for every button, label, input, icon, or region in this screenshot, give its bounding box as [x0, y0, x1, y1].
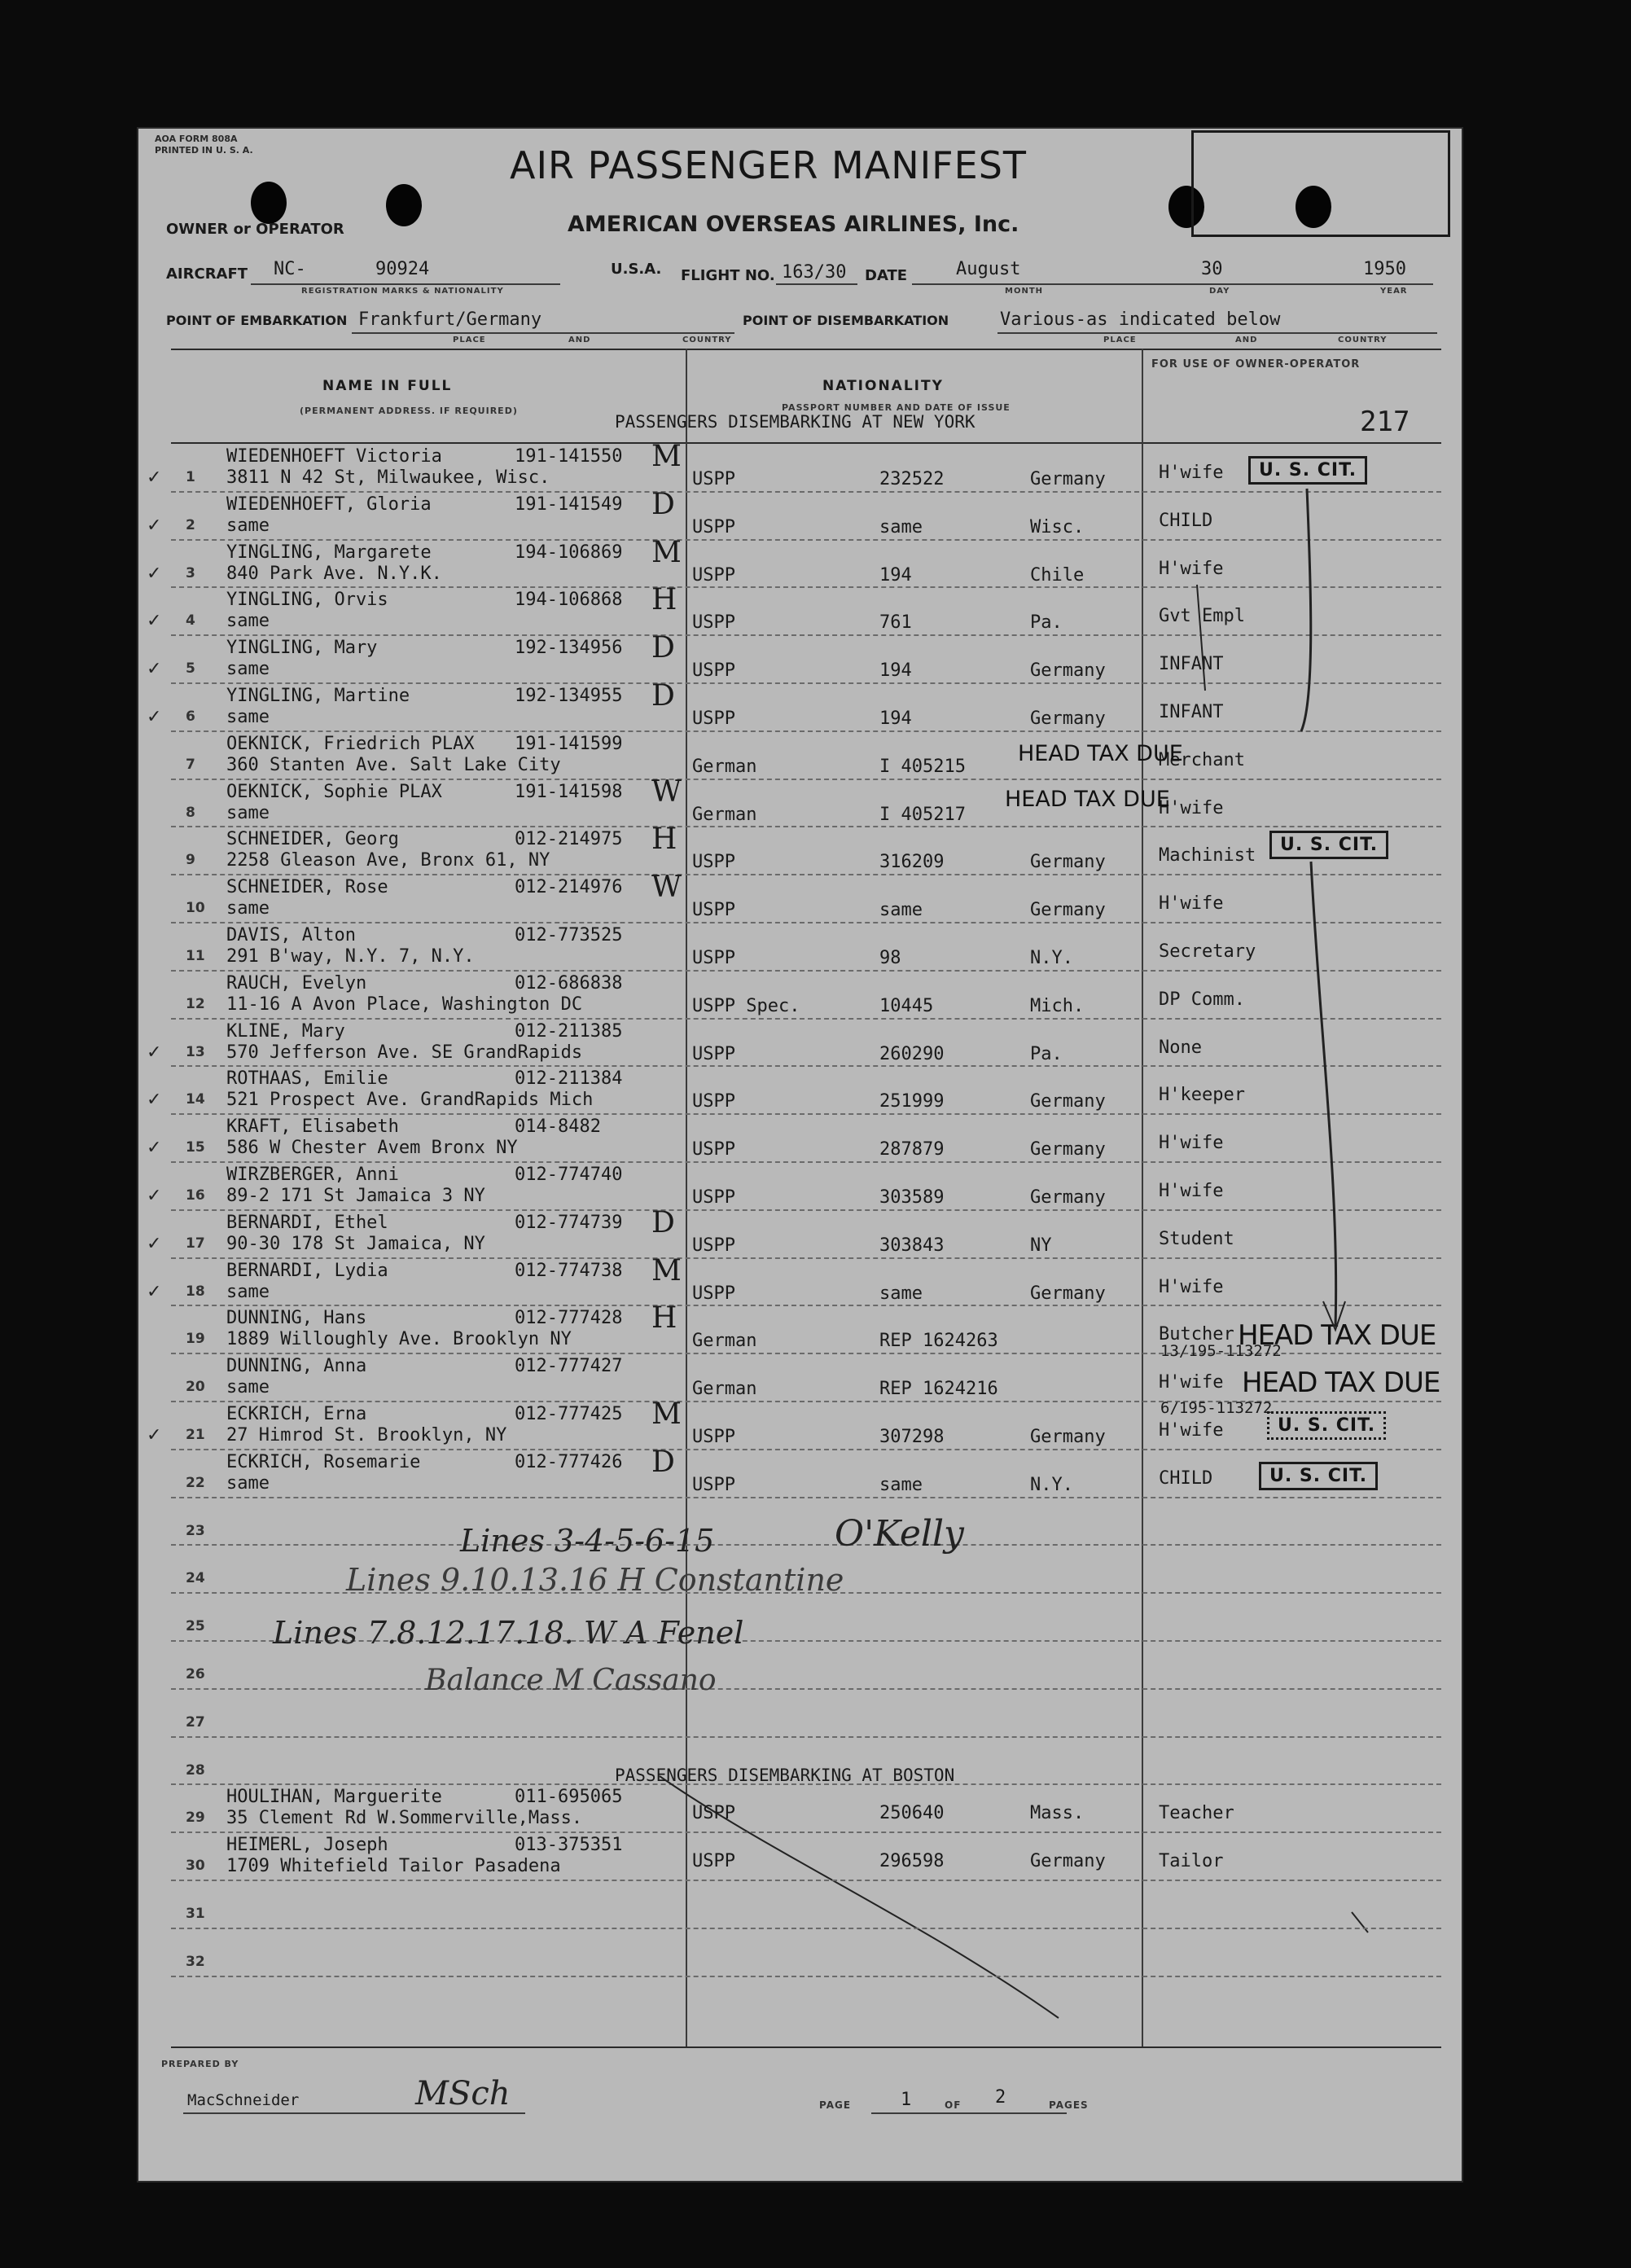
passport-number: same — [879, 1283, 923, 1304]
passenger-id: 194-106869 — [515, 542, 623, 563]
passenger-address: same — [226, 898, 270, 919]
passenger-address: 840 Park Ave. N.Y.K. — [226, 563, 442, 584]
row-number: 14 — [186, 1091, 205, 1108]
passenger-id: 012-774739 — [515, 1212, 623, 1233]
issue-place: Germany — [1030, 852, 1106, 873]
passenger-name: KRAFT, Elisabeth — [226, 1116, 399, 1138]
prepared-value: MacSchneider — [187, 2091, 300, 2109]
row-number: 5 — [186, 660, 195, 678]
occupation: Teacher — [1159, 1803, 1234, 1824]
row-number: 20 — [186, 1379, 205, 1396]
document-type: USPP — [692, 564, 735, 586]
passenger-id: 012-777426 — [515, 1451, 623, 1472]
handwritten-initial: M — [651, 1253, 682, 1288]
passenger-address: same — [226, 707, 270, 727]
disembark-label: POINT OF DISEMBARKATION — [743, 313, 949, 328]
passenger-address: same — [226, 802, 270, 823]
passenger-name: WIEDENHOEFT Victoria — [226, 446, 442, 467]
passenger-id: 192-134956 — [515, 638, 623, 659]
occupation: H'wife — [1159, 1133, 1224, 1154]
page-label: PAGE — [819, 2099, 852, 2111]
issue-place: Chile — [1030, 564, 1085, 586]
and-caption-2: AND — [1235, 336, 1258, 344]
passenger-id: 012-773525 — [515, 925, 623, 945]
passenger-name: DUNNING, Hans — [226, 1308, 367, 1329]
embark-label: POINT OF EMBARKATION — [166, 313, 348, 328]
handwritten-initial: D — [651, 487, 675, 521]
handwritten-signature: O'Kelly — [835, 1513, 964, 1555]
document-type: USPP — [692, 1235, 735, 1256]
pages-label: PAGES — [1049, 2099, 1089, 2111]
passenger-id: 192-134955 — [515, 686, 623, 706]
row-number: 7 — [186, 756, 195, 773]
row-number: 31 — [186, 1906, 205, 1922]
passport-number: 250640 — [879, 1803, 945, 1824]
handwritten-initial: D — [651, 1445, 675, 1479]
passenger-address: 3811 N 42 St, Milwaukee, Wisc. — [226, 467, 550, 488]
issue-place: Germany — [1030, 1187, 1106, 1208]
page-number: 1 — [901, 2090, 912, 2110]
row-number: 24 — [186, 1570, 205, 1587]
check-mark: ✓ — [147, 515, 162, 536]
handwritten-note: Lines 9.10.13.16 H Constantine — [346, 1562, 844, 1598]
check-mark: ✓ — [147, 1233, 162, 1254]
passenger-id: 191-141599 — [515, 733, 623, 754]
check-mark: ✓ — [147, 467, 162, 488]
row-number: 10 — [186, 900, 205, 917]
row-number: 32 — [186, 1953, 205, 1970]
side-note: 6/195-113272 — [1160, 1399, 1273, 1417]
occupation: Student — [1159, 1228, 1234, 1249]
passenger-address: same — [226, 515, 270, 536]
row-number: 9 — [186, 852, 195, 869]
document-type: USPP — [692, 1427, 735, 1447]
check-mark: ✓ — [147, 611, 162, 632]
row-number: 11 — [186, 948, 205, 964]
flight-value: 163/30 — [782, 262, 847, 283]
passport-number: 98 — [879, 948, 901, 968]
passenger-id: 194-106868 — [515, 590, 623, 611]
row-number: 19 — [186, 1331, 205, 1348]
document-type: German — [692, 804, 757, 825]
passenger-address: 27 Himrod St. Brooklyn, NY — [226, 1425, 507, 1445]
check-mark: ✓ — [147, 1138, 162, 1159]
manifest-page — [138, 129, 1462, 2181]
row-number: 2 — [186, 516, 195, 533]
document-type: USPP — [692, 1283, 735, 1304]
passenger-address: same — [226, 611, 270, 632]
passenger-id: 011-695065 — [515, 1787, 623, 1808]
embark-value: Frankfurt/Germany — [358, 309, 542, 330]
row-number: 17 — [186, 1235, 205, 1252]
issue-place: Germany — [1030, 900, 1106, 921]
passenger-name: YINGLING, Margarete — [226, 542, 432, 563]
document-type: USPP — [692, 612, 735, 634]
passenger-name: SCHNEIDER, Rose — [226, 877, 388, 898]
passenger-name: ROTHAAS, Emilie — [226, 1068, 388, 1090]
passenger-address: same — [226, 1281, 270, 1302]
owner-label: OWNER or OPERATOR — [166, 221, 344, 238]
head-tax-stamp: HEAD TAX DUE — [1238, 1319, 1436, 1352]
passport-number: 316209 — [879, 852, 945, 873]
owner-value: AMERICAN OVERSEAS AIRLINES, Inc. — [568, 212, 1019, 237]
row-number: 21 — [186, 1427, 205, 1443]
passenger-id: 012-777427 — [515, 1356, 623, 1377]
document-type: German — [692, 1331, 757, 1352]
row-number: 13 — [186, 1043, 205, 1060]
passenger-id: 012-774740 — [515, 1165, 623, 1185]
passport-number: 194 — [879, 708, 912, 729]
occupation: INFANT — [1159, 702, 1224, 722]
document-type: USPP — [692, 1139, 735, 1160]
passenger-id: 014-8482 — [515, 1116, 601, 1138]
passport-number: 296598 — [879, 1851, 945, 1872]
passenger-id: 191-141549 — [515, 494, 623, 515]
check-mark: ✓ — [147, 1281, 162, 1302]
occupation: H'wife — [1159, 463, 1224, 483]
row-number: 27 — [186, 1713, 205, 1731]
check-mark: ✓ — [147, 659, 162, 680]
passenger-address: 586 W Chester Avem Bronx NY — [226, 1138, 518, 1159]
reg-caption: REGISTRATION MARKS & NATIONALITY — [301, 287, 504, 296]
month-caption: MONTH — [1005, 287, 1044, 296]
document-type: USPP — [692, 1043, 735, 1064]
check-mark: ✓ — [147, 1425, 162, 1445]
aircraft-value: 90924 — [375, 259, 430, 279]
passport-number: 194 — [879, 564, 912, 586]
issue-place: Wisc. — [1030, 516, 1085, 537]
issue-place: NY — [1030, 1235, 1052, 1256]
passenger-address: 35 Clement Rd W.Sommerville,Mass. — [226, 1808, 583, 1829]
country-caption: COUNTRY — [682, 336, 732, 344]
occupation: H'wife — [1159, 558, 1224, 579]
passport-number: 10445 — [879, 995, 934, 1016]
issue-place: Mass. — [1030, 1803, 1085, 1824]
section-new-york: PASSENGERS DISEMBARKING AT NEW YORK — [615, 412, 976, 432]
occupation: Butcher — [1159, 1324, 1234, 1345]
occupation: CHILD — [1159, 510, 1213, 531]
us-citizen-stamp: U. S. CIT. — [1267, 1411, 1386, 1440]
printed-in: PRINTED IN U. S. A. — [155, 145, 253, 156]
passenger-id: 012-777425 — [515, 1404, 623, 1424]
passenger-address: 2258 Gleason Ave, Bronx 61, NY — [226, 850, 550, 871]
document-type: USPP Spec. — [692, 995, 800, 1016]
document-type: German — [692, 1379, 757, 1400]
document-type: USPP — [692, 1474, 735, 1495]
passenger-address: 89-2 171 St Jamaica 3 NY — [226, 1186, 485, 1206]
year-caption: YEAR — [1380, 287, 1408, 296]
row-number: 16 — [186, 1187, 205, 1204]
passenger-address: 570 Jefferson Ave. SE GrandRapids — [226, 1042, 583, 1063]
handwritten-initial: D — [651, 679, 675, 713]
document-type: German — [692, 756, 757, 777]
issue-place: Germany — [1030, 660, 1106, 682]
row-number: 6 — [186, 708, 195, 725]
passenger-address: 1889 Willoughly Ave. Brooklyn NY — [226, 1329, 572, 1350]
document-type: USPP — [692, 1091, 735, 1112]
document-type: USPP — [692, 469, 735, 489]
passport-number: REP 1624216 — [879, 1379, 998, 1400]
passport-number: I 405217 — [879, 804, 966, 825]
passport-number: REP 1624263 — [879, 1331, 998, 1352]
document-type: USPP — [692, 1851, 735, 1872]
passenger-address: 90-30 178 St Jamaica, NY — [226, 1233, 485, 1254]
issue-place: Pa. — [1030, 1043, 1063, 1064]
document-type: USPP — [692, 948, 735, 968]
handwritten-initial: M — [651, 440, 682, 473]
date-day: 30 — [1201, 259, 1223, 279]
date-label: DATE — [865, 267, 908, 284]
passenger-name: OEKNICK, Friedrich PLAX — [226, 733, 475, 754]
document-type: USPP — [692, 708, 735, 729]
issue-place: Mich. — [1030, 995, 1085, 1016]
passenger-name: BERNARDI, Lydia — [226, 1260, 388, 1281]
side-note: 13/195-113272 — [1160, 1342, 1282, 1360]
document-type: USPP — [692, 660, 735, 682]
occupation: H'keeper — [1159, 1085, 1245, 1106]
row-number: 1 — [186, 469, 195, 485]
handwritten-initial: M — [651, 535, 682, 569]
pages-total: 2 — [995, 2087, 1006, 2108]
passenger-id: 012-774738 — [515, 1260, 623, 1281]
col-owner-header: FOR USE OF OWNER-OPERATOR — [1151, 358, 1361, 371]
passenger-name: WIEDENHOEFT, Gloria — [226, 494, 432, 515]
col-nat-header: NATIONALITY — [822, 378, 944, 394]
handwritten-initial: W — [651, 871, 682, 905]
passenger-id: 012-211384 — [515, 1068, 623, 1090]
passport-number: 761 — [879, 612, 912, 634]
issue-place: Germany — [1030, 1139, 1106, 1160]
occupation: Gvt Empl — [1159, 606, 1245, 627]
row-number: 28 — [186, 1761, 205, 1779]
handwritten-initial: W — [651, 774, 682, 809]
date-month: August — [956, 259, 1021, 279]
and-caption: AND — [568, 336, 591, 344]
row-number: 29 — [186, 1810, 205, 1827]
passport-number: 251999 — [879, 1091, 945, 1112]
issue-place: Germany — [1030, 1091, 1106, 1112]
check-mark: ✓ — [147, 1090, 162, 1111]
passenger-address: same — [226, 1472, 270, 1494]
col-name-subheader: (PERMANENT ADDRESS. IF REQUIRED) — [300, 406, 518, 416]
handwritten-initial: H — [651, 583, 677, 617]
owner-number: 217 — [1360, 406, 1410, 438]
occupation: H'wife — [1159, 1181, 1224, 1201]
passport-number: 303589 — [879, 1187, 945, 1208]
occupation: Merchant — [1159, 749, 1245, 770]
passenger-address: 291 B'way, N.Y. 7, N.Y. — [226, 946, 475, 967]
passport-number: 232522 — [879, 469, 945, 489]
col-nat-subheader: PASSPORT NUMBER AND DATE OF ISSUE — [782, 402, 1011, 413]
occupation: Tailor — [1159, 1851, 1224, 1872]
passenger-id: 191-141598 — [515, 781, 623, 802]
issue-place: Germany — [1030, 1283, 1106, 1304]
issue-place: N.Y. — [1030, 948, 1073, 968]
prepared-signature: MSch — [415, 2075, 511, 2112]
document-type: USPP — [692, 1803, 735, 1824]
head-tax-stamp: HEAD TAX DUE — [1242, 1367, 1440, 1399]
passenger-id: 012-777428 — [515, 1308, 623, 1329]
row-number: 23 — [186, 1522, 205, 1539]
handwritten-note: Lines 3-4-5-6-15 — [460, 1523, 715, 1559]
passenger-address: 11-16 A Avon Place, Washington DC — [226, 994, 583, 1015]
head-tax-stamp: HEAD TAX DUE — [1005, 787, 1170, 812]
place-caption-2: PLACE — [1103, 336, 1137, 344]
occupation: Secretary — [1159, 941, 1256, 962]
row-number: 30 — [186, 1858, 205, 1875]
row-number: 18 — [186, 1283, 205, 1300]
occupation: DP Comm. — [1159, 989, 1245, 1010]
issue-place: Pa. — [1030, 612, 1063, 634]
handwritten-initial: H — [651, 1301, 677, 1336]
form-number: AOA FORM 808A — [155, 134, 238, 144]
passport-number: I 405215 — [879, 756, 966, 777]
passenger-name: YINGLING, Martine — [226, 686, 410, 706]
check-mark: ✓ — [147, 563, 162, 584]
passenger-name: OEKNICK, Sophie PLAX — [226, 781, 442, 802]
passenger-name: WIRZBERGER, Anni — [226, 1165, 399, 1185]
handwritten-note: Lines 7.8.12.17.18. W A Fenel — [273, 1615, 744, 1651]
handwritten-initial: D — [651, 631, 675, 665]
of-label: OF — [945, 2099, 962, 2111]
passenger-name: KLINE, Mary — [226, 1020, 345, 1042]
occupation: H'wife — [1159, 1420, 1224, 1441]
handwritten-initial: D — [651, 1205, 675, 1239]
us-citizen-stamp: U. S. CIT. — [1248, 456, 1367, 485]
us-citizen-stamp: U. S. CIT. — [1269, 831, 1388, 859]
check-mark: ✓ — [147, 1186, 162, 1206]
passenger-id: 012-211385 — [515, 1020, 623, 1042]
date-year: 1950 — [1363, 259, 1406, 279]
row-number: 26 — [186, 1666, 205, 1682]
row-number: 22 — [186, 1474, 205, 1491]
passenger-name: DAVIS, Alton — [226, 925, 356, 945]
document-type: USPP — [692, 852, 735, 873]
occupation: H'wife — [1159, 1276, 1224, 1297]
passenger-name: BERNARDI, Ethel — [226, 1212, 388, 1233]
passenger-address: 360 Stanten Ave. Salt Lake City — [226, 754, 561, 775]
document-type: USPP — [692, 900, 735, 921]
check-mark: ✓ — [147, 1042, 162, 1063]
document-type: USPP — [692, 1187, 735, 1208]
disembark-value: Various-as indicated below — [1000, 309, 1281, 330]
passenger-name: DUNNING, Anna — [226, 1356, 367, 1377]
check-mark: ✓ — [147, 707, 162, 727]
passenger-id: 012-214976 — [515, 877, 623, 898]
passport-number: same — [879, 900, 923, 921]
row-number: 3 — [186, 564, 195, 581]
passenger-name: YINGLING, Orvis — [226, 590, 388, 611]
issue-place: Germany — [1030, 1851, 1106, 1872]
occupation: H'wife — [1159, 893, 1224, 915]
issue-place: Germany — [1030, 1427, 1106, 1447]
passport-number: 303843 — [879, 1235, 945, 1256]
passenger-name: HEIMERL, Joseph — [226, 1835, 388, 1856]
passenger-address: same — [226, 659, 270, 680]
flight-label: FLIGHT NO. — [681, 267, 775, 284]
handwritten-initial: H — [651, 823, 677, 857]
usa-label: U.S.A. — [611, 261, 662, 278]
row-number: 8 — [186, 804, 195, 821]
passenger-name: ECKRICH, Erna — [226, 1404, 367, 1424]
occupation: H'wife — [1159, 1372, 1224, 1393]
passenger-address: same — [226, 1377, 270, 1398]
passenger-id: 191-141550 — [515, 446, 623, 467]
passenger-id: 013-375351 — [515, 1835, 623, 1856]
day-caption: DAY — [1209, 287, 1230, 296]
country-caption-2: COUNTRY — [1338, 336, 1388, 344]
head-tax-stamp: HEAD TAX DUE — [1018, 741, 1183, 766]
page-title: AIR PASSENGER MANIFEST — [510, 143, 1028, 187]
section-boston: PASSENGERS DISEMBARKING AT BOSTON — [615, 1766, 955, 1785]
issue-place: Germany — [1030, 469, 1106, 489]
passport-number: 287879 — [879, 1139, 945, 1160]
handwritten-initial: M — [651, 1397, 682, 1431]
issue-place: Germany — [1030, 708, 1106, 729]
passenger-name: HOULIHAN, Marguerite — [226, 1787, 442, 1808]
passport-number: 260290 — [879, 1043, 945, 1064]
row-number: 4 — [186, 612, 195, 630]
passenger-name: SCHNEIDER, Georg — [226, 829, 399, 850]
prepared-label: PREPARED BY — [161, 2059, 239, 2069]
aircraft-label: AIRCRAFT — [166, 265, 248, 283]
row-number: 15 — [186, 1139, 205, 1156]
col-name-header: NAME IN FULL — [322, 378, 453, 394]
passenger-id: 012-686838 — [515, 972, 623, 994]
passenger-id: 012-214975 — [515, 829, 623, 850]
occupation: Machinist — [1159, 845, 1256, 866]
passenger-address: 1709 Whitefield Tailor Pasadena — [226, 1856, 561, 1877]
issue-place: N.Y. — [1030, 1474, 1073, 1495]
passport-number: 307298 — [879, 1427, 945, 1447]
place-caption: PLACE — [453, 336, 486, 344]
passenger-address: 521 Prospect Ave. GrandRapids Mich — [226, 1090, 594, 1111]
passenger-name: YINGLING, Mary — [226, 638, 378, 659]
us-citizen-stamp: U. S. CIT. — [1259, 1462, 1378, 1490]
occupation: H'wife — [1159, 797, 1224, 818]
aircraft-prefix: NC- — [274, 259, 306, 279]
occupation: INFANT — [1159, 654, 1224, 675]
handwritten-note: Balance M Cassano — [425, 1664, 717, 1697]
passport-number: same — [879, 516, 923, 537]
row-number: 12 — [186, 995, 205, 1012]
document-type: USPP — [692, 516, 735, 537]
occupation: CHILD — [1159, 1467, 1213, 1489]
row-number: 25 — [186, 1618, 205, 1635]
passport-number: same — [879, 1474, 923, 1495]
passenger-name: RAUCH, Evelyn — [226, 972, 367, 994]
occupation: None — [1159, 1037, 1202, 1058]
passport-number: 194 — [879, 660, 912, 682]
passenger-name: ECKRICH, Rosemarie — [226, 1451, 421, 1472]
